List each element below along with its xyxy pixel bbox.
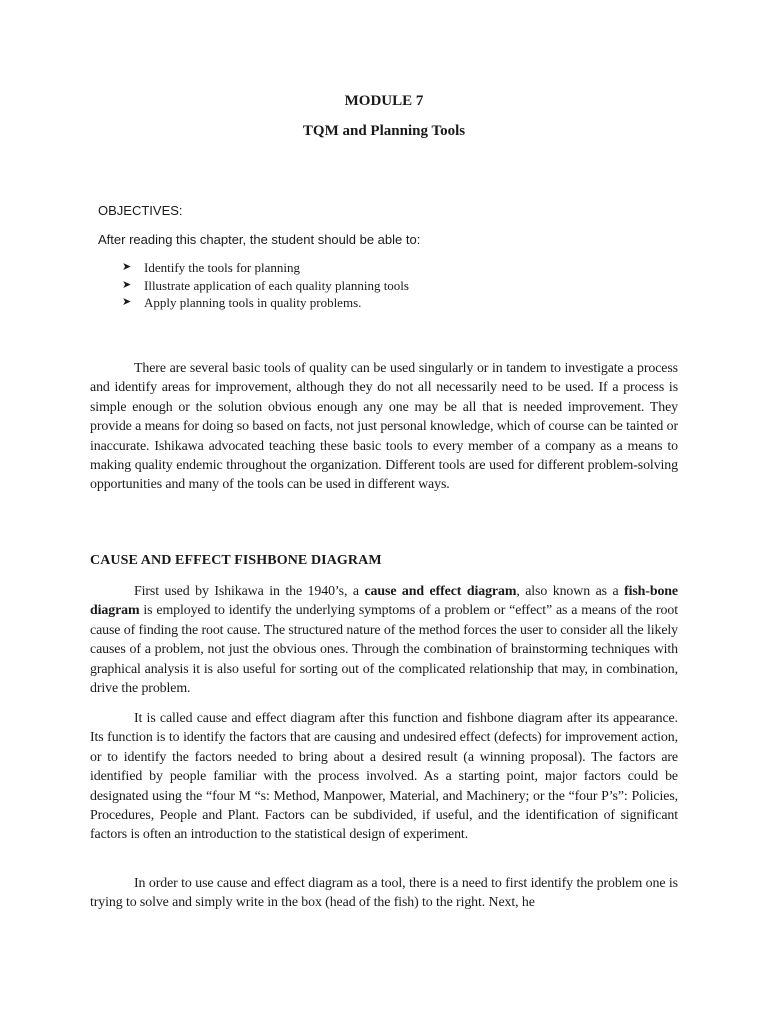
arrowhead-bullet-icon: ➤ xyxy=(122,278,132,291)
arrowhead-bullet-icon: ➤ xyxy=(122,261,132,273)
fishbone-paragraph-2: It is called cause and effect diagram after this function and fishbone diagram after its appearance. Its function is to identify the factors that are causing and undesired effect (defects) for improvement action, or to identify the factors needed to bring about a desired result (a winning proposal). The factors are identified by people familiar with the process involved. As a starting point, major factors could be designated using the “four M “s: Method, Manpower, Material, and Machinery; or the “four P’s”: Policies, Procedures, People and Plant. Factors can be subdivided, if useful, and the identification of significant factors is often an introduction to the statistical design of experiment. xyxy=(90,711,678,843)
p1-bold-term-cause-effect: cause and effect diagram xyxy=(364,584,517,599)
objectives-heading: OBJECTIVES: xyxy=(98,203,183,218)
section-heading-fishbone: CAUSE AND EFFECT FISHBONE DIAGRAM xyxy=(90,553,382,568)
p1-bold-term-fishbone: fish-bone diagram xyxy=(90,584,678,619)
fishbone-paragraph-3-block xyxy=(90,874,678,913)
fishbone-paragraph-1 xyxy=(90,582,678,698)
p1-text-after: is employed to identify the underlying symptoms of a problem or “effect” as a means of the root cause of finding the root cause. The structured nature of the method forces the user to consider all the likely causes of a problem, not just the obvious ones. Through the combination of brainstorming techniques with graphical analysis it is also useful for sorting out of the complicated relationship that may, in combination, drive the problem. xyxy=(90,603,678,697)
module-title: MODULE 7 xyxy=(344,93,424,109)
intro-paragraph-block xyxy=(90,359,678,495)
objective-item xyxy=(122,259,409,277)
intro-paragraph: There are several basic tools of quality can be used singularly or in tandem to investigate a process and identify areas for improvement, although they do not all necessarily need to be used. If a process is simple enough or the solution obvious enough any one may be all that is needed improvement. They provide a means for doing so based on facts, not just personal knowledge, which of course can be tainted or inaccurate. Ishikawa advocated teaching these basic tools to every member of a company as a means to making quality endemic throughout the organization. Different tools are used for different problem-solving opportunities and many of the tools can be used in different ways. xyxy=(90,361,678,493)
p1-text-before: First used by Ishikawa in the 1940’s, a xyxy=(134,584,365,599)
module-subtitle: TQM and Planning Tools xyxy=(302,123,466,139)
objective-item xyxy=(122,294,409,312)
objective-item-text: Identify the tools for planning xyxy=(144,260,300,275)
arrowhead-bullet-icon: ➤ xyxy=(122,296,132,308)
fishbone-paragraph-1-block xyxy=(90,582,678,698)
objective-item-text: Illustrate application of each quality planning tools xyxy=(144,277,409,293)
fishbone-paragraph-2-block xyxy=(90,709,678,845)
objectives-intro: After reading this chapter, the student should be able to: xyxy=(98,232,421,247)
objective-item-text: Apply planning tools in quality problems. xyxy=(144,295,362,310)
objectives-list xyxy=(122,259,409,312)
objective-item xyxy=(122,277,409,295)
p1-text-middle: , also known as a xyxy=(516,584,625,599)
fishbone-paragraph-3: In order to use cause and effect diagram as a tool, there is a need to first identify the problem one is trying to solve and simply write in the box (head of the fish) to the right. Next, he xyxy=(90,876,678,911)
